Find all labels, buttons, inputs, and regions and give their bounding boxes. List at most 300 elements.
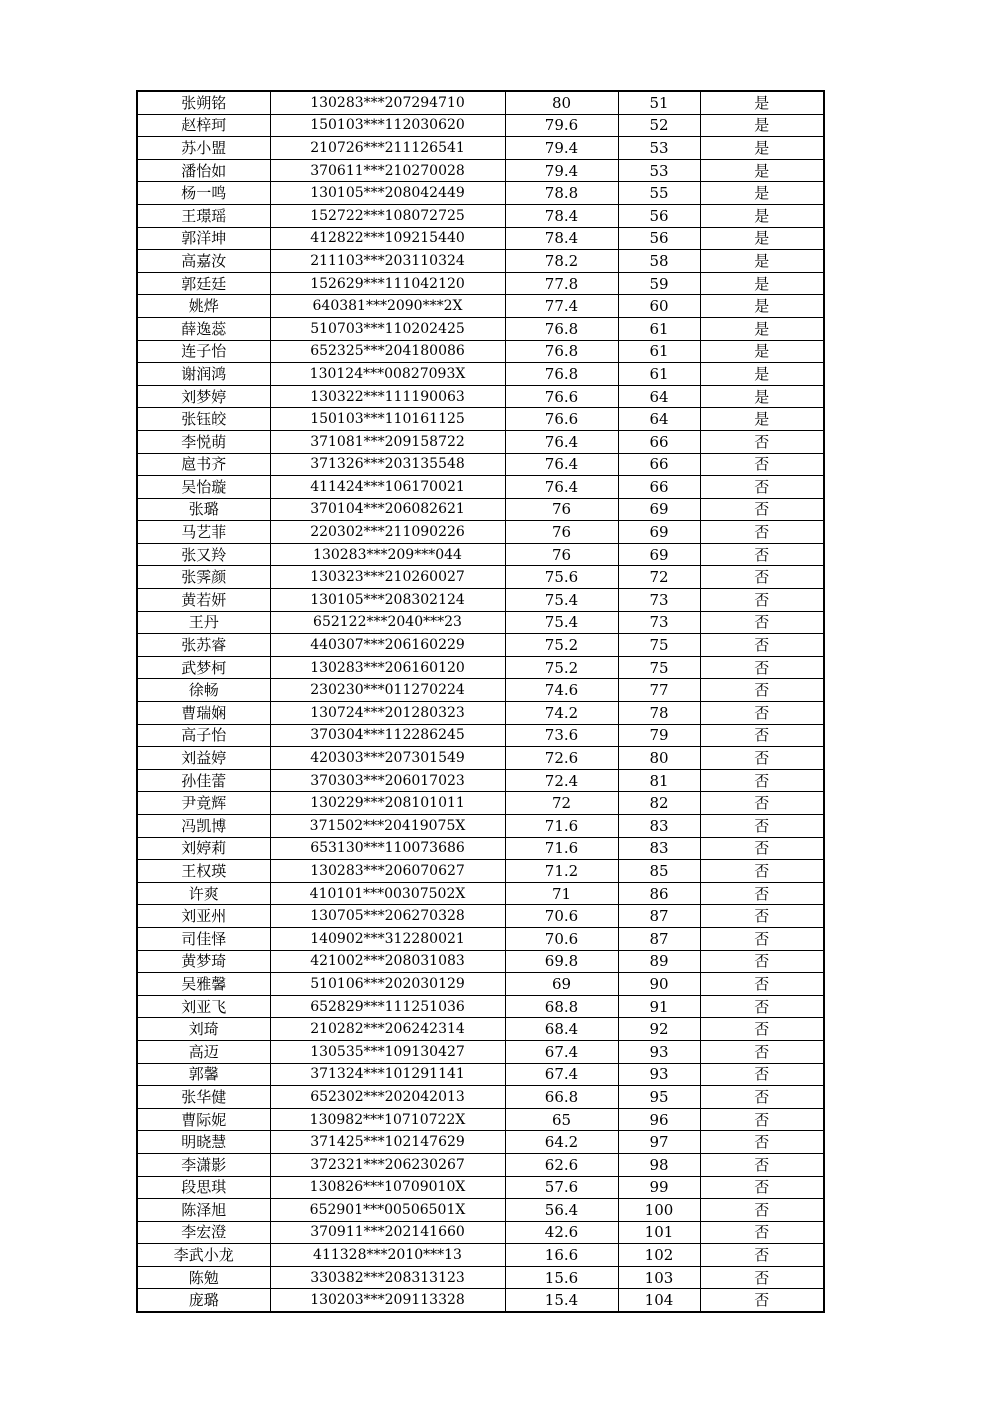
name-cell: 武梦柯 <box>137 656 270 679</box>
id-number-cell: 372321***206230267 <box>270 1153 505 1176</box>
id-number-cell: 371324***101291141 <box>270 1063 505 1086</box>
table-row <box>137 204 824 227</box>
table-row <box>137 927 824 950</box>
status-cell: 否 <box>700 1086 824 1109</box>
rank-cell: 66 <box>618 476 700 499</box>
rank-cell: 90 <box>618 973 700 996</box>
id-number-cell: 130105***208302124 <box>270 589 505 612</box>
score-cell: 65 <box>505 1108 618 1131</box>
id-number-cell: 440307***206160229 <box>270 634 505 657</box>
score-cell: 76.4 <box>505 453 618 476</box>
id-number-cell: 130322***111190063 <box>270 385 505 408</box>
status-cell: 否 <box>700 656 824 679</box>
score-cell: 76 <box>505 543 618 566</box>
score-cell: 76 <box>505 498 618 521</box>
table-row <box>137 1199 824 1222</box>
id-number-cell: 130323***210260027 <box>270 566 505 589</box>
score-cell: 76.8 <box>505 340 618 363</box>
score-cell: 71.6 <box>505 837 618 860</box>
name-cell: 刘梦婷 <box>137 385 270 408</box>
id-number-cell: 652122***2040***23 <box>270 611 505 634</box>
id-number-cell: 210726***211126541 <box>270 137 505 160</box>
table-row <box>137 656 824 679</box>
rank-cell: 100 <box>618 1199 700 1222</box>
id-number-cell: 370104***206082621 <box>270 498 505 521</box>
status-cell: 否 <box>700 543 824 566</box>
table-row <box>137 702 824 725</box>
id-number-cell: 510106***202030129 <box>270 973 505 996</box>
table-row <box>137 1244 824 1267</box>
status-cell: 否 <box>700 453 824 476</box>
score-cell: 78.4 <box>505 204 618 227</box>
name-cell: 李宏澄 <box>137 1221 270 1244</box>
rank-cell: 87 <box>618 905 700 928</box>
rank-cell: 52 <box>618 114 700 137</box>
id-number-cell: 412822***109215440 <box>270 227 505 250</box>
table-row <box>137 295 824 318</box>
name-cell: 赵梓珂 <box>137 114 270 137</box>
id-number-cell: 130724***201280323 <box>270 702 505 725</box>
name-cell: 李武小龙 <box>137 1244 270 1267</box>
status-cell: 否 <box>700 837 824 860</box>
rank-cell: 85 <box>618 860 700 883</box>
score-cell: 69.8 <box>505 950 618 973</box>
score-cell: 77.4 <box>505 295 618 318</box>
rank-cell: 78 <box>618 702 700 725</box>
id-number-cell: 210282***206242314 <box>270 1018 505 1041</box>
id-number-cell: 130705***206270328 <box>270 905 505 928</box>
status-cell: 否 <box>700 566 824 589</box>
rank-cell: 66 <box>618 453 700 476</box>
table-row <box>137 182 824 205</box>
score-cell: 80 <box>505 91 618 114</box>
name-cell: 王璟瑶 <box>137 204 270 227</box>
name-cell: 刘琦 <box>137 1018 270 1041</box>
id-number-cell: 652302***202042013 <box>270 1086 505 1109</box>
table-row <box>137 114 824 137</box>
rank-cell: 69 <box>618 498 700 521</box>
score-cell: 76.4 <box>505 476 618 499</box>
name-cell: 高嘉汝 <box>137 250 270 273</box>
name-cell: 张璐 <box>137 498 270 521</box>
name-cell: 许爽 <box>137 882 270 905</box>
status-cell: 是 <box>700 182 824 205</box>
status-cell: 是 <box>700 363 824 386</box>
id-number-cell: 370911***202141660 <box>270 1221 505 1244</box>
status-cell: 否 <box>700 1221 824 1244</box>
id-number-cell: 653130***110073686 <box>270 837 505 860</box>
id-number-cell: 370303***206017023 <box>270 769 505 792</box>
status-cell: 否 <box>700 860 824 883</box>
rank-cell: 103 <box>618 1266 700 1289</box>
name-cell: 王丹 <box>137 611 270 634</box>
name-cell: 黄梦琦 <box>137 950 270 973</box>
rank-cell: 61 <box>618 363 700 386</box>
status-cell: 否 <box>700 634 824 657</box>
name-cell: 杨一鸣 <box>137 182 270 205</box>
id-number-cell: 371326***203135548 <box>270 453 505 476</box>
table-row <box>137 408 824 431</box>
rank-cell: 98 <box>618 1153 700 1176</box>
name-cell: 张朔铭 <box>137 91 270 114</box>
score-cell: 69 <box>505 973 618 996</box>
score-cell: 72.6 <box>505 747 618 770</box>
status-cell: 否 <box>700 769 824 792</box>
id-number-cell: 152629***111042120 <box>270 272 505 295</box>
id-number-cell: 640381***2090***2X <box>270 295 505 318</box>
score-cell: 79.4 <box>505 137 618 160</box>
rank-cell: 69 <box>618 521 700 544</box>
id-number-cell: 130229***208101011 <box>270 792 505 815</box>
rank-cell: 56 <box>618 204 700 227</box>
score-cell: 57.6 <box>505 1176 618 1199</box>
table-row <box>137 747 824 770</box>
rank-cell: 56 <box>618 227 700 250</box>
status-cell: 否 <box>700 973 824 996</box>
name-cell: 扈书齐 <box>137 453 270 476</box>
status-cell: 否 <box>700 611 824 634</box>
id-number-cell: 510703***110202425 <box>270 317 505 340</box>
id-number-cell: 150103***112030620 <box>270 114 505 137</box>
table-row <box>137 137 824 160</box>
score-cell: 75.6 <box>505 566 618 589</box>
rank-cell: 61 <box>618 340 700 363</box>
name-cell: 陈勉 <box>137 1266 270 1289</box>
id-number-cell: 130535***109130427 <box>270 1040 505 1063</box>
rank-cell: 101 <box>618 1221 700 1244</box>
score-cell: 78.2 <box>505 250 618 273</box>
name-cell: 高迈 <box>137 1040 270 1063</box>
status-cell: 否 <box>700 589 824 612</box>
score-cell: 78.4 <box>505 227 618 250</box>
id-number-cell: 420303***207301549 <box>270 747 505 770</box>
name-cell: 郭廷廷 <box>137 272 270 295</box>
status-cell: 是 <box>700 204 824 227</box>
name-cell: 连子怡 <box>137 340 270 363</box>
score-cell: 67.4 <box>505 1040 618 1063</box>
table-row <box>137 340 824 363</box>
name-cell: 陈泽旭 <box>137 1199 270 1222</box>
table-row <box>137 882 824 905</box>
results-table-body <box>137 91 824 1312</box>
status-cell: 否 <box>700 747 824 770</box>
table-row <box>137 611 824 634</box>
score-cell: 75.2 <box>505 634 618 657</box>
score-cell: 64.2 <box>505 1131 618 1154</box>
status-cell: 是 <box>700 317 824 340</box>
rank-cell: 89 <box>618 950 700 973</box>
rank-cell: 75 <box>618 656 700 679</box>
name-cell: 姚烨 <box>137 295 270 318</box>
score-cell: 71 <box>505 882 618 905</box>
id-number-cell: 130203***209113328 <box>270 1289 505 1312</box>
name-cell: 徐畅 <box>137 679 270 702</box>
status-cell: 否 <box>700 702 824 725</box>
rank-cell: 102 <box>618 1244 700 1267</box>
score-cell: 76.6 <box>505 385 618 408</box>
results-table <box>136 90 825 1313</box>
table-row <box>137 815 824 838</box>
rank-cell: 83 <box>618 837 700 860</box>
table-row <box>137 363 824 386</box>
table-row <box>137 860 824 883</box>
status-cell: 否 <box>700 950 824 973</box>
score-cell: 76.6 <box>505 408 618 431</box>
name-cell: 庞璐 <box>137 1289 270 1312</box>
score-cell: 68.8 <box>505 995 618 1018</box>
id-number-cell: 130982***10710722X <box>270 1108 505 1131</box>
table-row <box>137 837 824 860</box>
table-row <box>137 679 824 702</box>
score-cell: 67.4 <box>505 1063 618 1086</box>
rank-cell: 66 <box>618 430 700 453</box>
rank-cell: 96 <box>618 1108 700 1131</box>
score-cell: 56.4 <box>505 1199 618 1222</box>
name-cell: 明晓慧 <box>137 1131 270 1154</box>
id-number-cell: 130283***206070627 <box>270 860 505 883</box>
name-cell: 张霁颜 <box>137 566 270 589</box>
score-cell: 78.8 <box>505 182 618 205</box>
id-number-cell: 230230***011270224 <box>270 679 505 702</box>
status-cell: 否 <box>700 995 824 1018</box>
status-cell: 是 <box>700 250 824 273</box>
name-cell: 孙佳蕾 <box>137 769 270 792</box>
table-row <box>137 385 824 408</box>
score-cell: 66.8 <box>505 1086 618 1109</box>
id-number-cell: 130283***207294710 <box>270 91 505 114</box>
status-cell: 否 <box>700 724 824 747</box>
rank-cell: 58 <box>618 250 700 273</box>
status-cell: 否 <box>700 1131 824 1154</box>
id-number-cell: 220302***211090226 <box>270 521 505 544</box>
rank-cell: 104 <box>618 1289 700 1312</box>
score-cell: 16.6 <box>505 1244 618 1267</box>
rank-cell: 53 <box>618 159 700 182</box>
name-cell: 谢润鸿 <box>137 363 270 386</box>
status-cell: 是 <box>700 159 824 182</box>
status-cell: 是 <box>700 340 824 363</box>
id-number-cell: 411328***2010***13 <box>270 1244 505 1267</box>
status-cell: 是 <box>700 114 824 137</box>
id-number-cell: 371502***20419075X <box>270 815 505 838</box>
name-cell: 曹瑞娴 <box>137 702 270 725</box>
name-cell: 郭馨 <box>137 1063 270 1086</box>
name-cell: 郭洋坤 <box>137 227 270 250</box>
rank-cell: 95 <box>618 1086 700 1109</box>
name-cell: 高子怡 <box>137 724 270 747</box>
id-number-cell: 150103***110161125 <box>270 408 505 431</box>
score-cell: 15.4 <box>505 1289 618 1312</box>
rank-cell: 83 <box>618 815 700 838</box>
rank-cell: 64 <box>618 385 700 408</box>
table-row <box>137 566 824 589</box>
id-number-cell: 411424***106170021 <box>270 476 505 499</box>
rank-cell: 81 <box>618 769 700 792</box>
status-cell: 否 <box>700 476 824 499</box>
id-number-cell: 652901***00506501X <box>270 1199 505 1222</box>
table-row <box>137 634 824 657</box>
id-number-cell: 130283***206160120 <box>270 656 505 679</box>
score-cell: 77.8 <box>505 272 618 295</box>
score-cell: 76.8 <box>505 317 618 340</box>
name-cell: 刘益婷 <box>137 747 270 770</box>
score-cell: 71.6 <box>505 815 618 838</box>
rank-cell: 55 <box>618 182 700 205</box>
table-row <box>137 1289 824 1312</box>
score-cell: 70.6 <box>505 927 618 950</box>
status-cell: 否 <box>700 521 824 544</box>
rank-cell: 87 <box>618 927 700 950</box>
score-cell: 76.8 <box>505 363 618 386</box>
table-row <box>137 1018 824 1041</box>
rank-cell: 61 <box>618 317 700 340</box>
status-cell: 否 <box>700 905 824 928</box>
rank-cell: 77 <box>618 679 700 702</box>
score-cell: 76.4 <box>505 430 618 453</box>
score-cell: 72.4 <box>505 769 618 792</box>
score-cell: 62.6 <box>505 1153 618 1176</box>
rank-cell: 64 <box>618 408 700 431</box>
name-cell: 刘亚州 <box>137 905 270 928</box>
score-cell: 42.6 <box>505 1221 618 1244</box>
status-cell: 是 <box>700 91 824 114</box>
table-row <box>137 159 824 182</box>
status-cell: 否 <box>700 1108 824 1131</box>
table-row <box>137 227 824 250</box>
rank-cell: 86 <box>618 882 700 905</box>
rank-cell: 93 <box>618 1040 700 1063</box>
name-cell: 薛逸蕊 <box>137 317 270 340</box>
name-cell: 尹竟辉 <box>137 792 270 815</box>
id-number-cell: 140902***312280021 <box>270 927 505 950</box>
status-cell: 否 <box>700 1063 824 1086</box>
id-number-cell: 410101***00307502X <box>270 882 505 905</box>
table-row <box>137 1221 824 1244</box>
table-row <box>137 950 824 973</box>
table-row <box>137 1176 824 1199</box>
rank-cell: 73 <box>618 611 700 634</box>
name-cell: 曹际妮 <box>137 1108 270 1131</box>
table-row <box>137 1040 824 1063</box>
status-cell: 否 <box>700 792 824 815</box>
id-number-cell: 370611***210270028 <box>270 159 505 182</box>
name-cell: 张钰皎 <box>137 408 270 431</box>
id-number-cell: 130826***10709010X <box>270 1176 505 1199</box>
id-number-cell: 652325***204180086 <box>270 340 505 363</box>
rank-cell: 73 <box>618 589 700 612</box>
rank-cell: 53 <box>618 137 700 160</box>
status-cell: 否 <box>700 498 824 521</box>
table-row <box>137 317 824 340</box>
id-number-cell: 421002***208031083 <box>270 950 505 973</box>
rank-cell: 97 <box>618 1131 700 1154</box>
score-cell: 73.6 <box>505 724 618 747</box>
status-cell: 否 <box>700 1266 824 1289</box>
table-row <box>137 543 824 566</box>
status-cell: 否 <box>700 1153 824 1176</box>
table-row <box>137 995 824 1018</box>
id-number-cell: 370304***112286245 <box>270 724 505 747</box>
status-cell: 否 <box>700 430 824 453</box>
status-cell: 否 <box>700 882 824 905</box>
table-row <box>137 973 824 996</box>
name-cell: 段思琪 <box>137 1176 270 1199</box>
status-cell: 是 <box>700 272 824 295</box>
rank-cell: 79 <box>618 724 700 747</box>
name-cell: 刘亚飞 <box>137 995 270 1018</box>
rank-cell: 51 <box>618 91 700 114</box>
name-cell: 冯凯博 <box>137 815 270 838</box>
score-cell: 68.4 <box>505 1018 618 1041</box>
score-cell: 74.2 <box>505 702 618 725</box>
status-cell: 否 <box>700 1199 824 1222</box>
status-cell: 是 <box>700 385 824 408</box>
score-cell: 70.6 <box>505 905 618 928</box>
id-number-cell: 130105***208042449 <box>270 182 505 205</box>
table-row <box>137 905 824 928</box>
rank-cell: 72 <box>618 566 700 589</box>
name-cell: 张苏睿 <box>137 634 270 657</box>
name-cell: 张又羚 <box>137 543 270 566</box>
score-cell: 74.6 <box>505 679 618 702</box>
table-row <box>137 589 824 612</box>
rank-cell: 92 <box>618 1018 700 1041</box>
rank-cell: 91 <box>618 995 700 1018</box>
table-row <box>137 1086 824 1109</box>
status-cell: 否 <box>700 1176 824 1199</box>
rank-cell: 82 <box>618 792 700 815</box>
name-cell: 黄若妍 <box>137 589 270 612</box>
status-cell: 否 <box>700 1040 824 1063</box>
table-row <box>137 521 824 544</box>
id-number-cell: 152722***108072725 <box>270 204 505 227</box>
status-cell: 否 <box>700 1244 824 1267</box>
table-row <box>137 498 824 521</box>
status-cell: 否 <box>700 815 824 838</box>
name-cell: 王权瑛 <box>137 860 270 883</box>
score-cell: 75.2 <box>505 656 618 679</box>
score-cell: 15.6 <box>505 1266 618 1289</box>
name-cell: 苏小盟 <box>137 137 270 160</box>
score-cell: 79.6 <box>505 114 618 137</box>
id-number-cell: 130283***209***044 <box>270 543 505 566</box>
rank-cell: 75 <box>618 634 700 657</box>
score-cell: 79.4 <box>505 159 618 182</box>
name-cell: 李悦萌 <box>137 430 270 453</box>
id-number-cell: 211103***203110324 <box>270 250 505 273</box>
status-cell: 否 <box>700 927 824 950</box>
name-cell: 李潇影 <box>137 1153 270 1176</box>
name-cell: 张华健 <box>137 1086 270 1109</box>
status-cell: 是 <box>700 137 824 160</box>
rank-cell: 80 <box>618 747 700 770</box>
id-number-cell: 371081***209158722 <box>270 430 505 453</box>
name-cell: 马艺菲 <box>137 521 270 544</box>
id-number-cell: 130124***00827093X <box>270 363 505 386</box>
id-number-cell: 652829***111251036 <box>270 995 505 1018</box>
id-number-cell: 330382***208313123 <box>270 1266 505 1289</box>
status-cell: 否 <box>700 1289 824 1312</box>
table-row <box>137 250 824 273</box>
rank-cell: 59 <box>618 272 700 295</box>
name-cell: 吴怡璇 <box>137 476 270 499</box>
table-row <box>137 91 824 114</box>
score-cell: 72 <box>505 792 618 815</box>
table-row <box>137 272 824 295</box>
score-cell: 75.4 <box>505 589 618 612</box>
status-cell: 否 <box>700 679 824 702</box>
rank-cell: 93 <box>618 1063 700 1086</box>
